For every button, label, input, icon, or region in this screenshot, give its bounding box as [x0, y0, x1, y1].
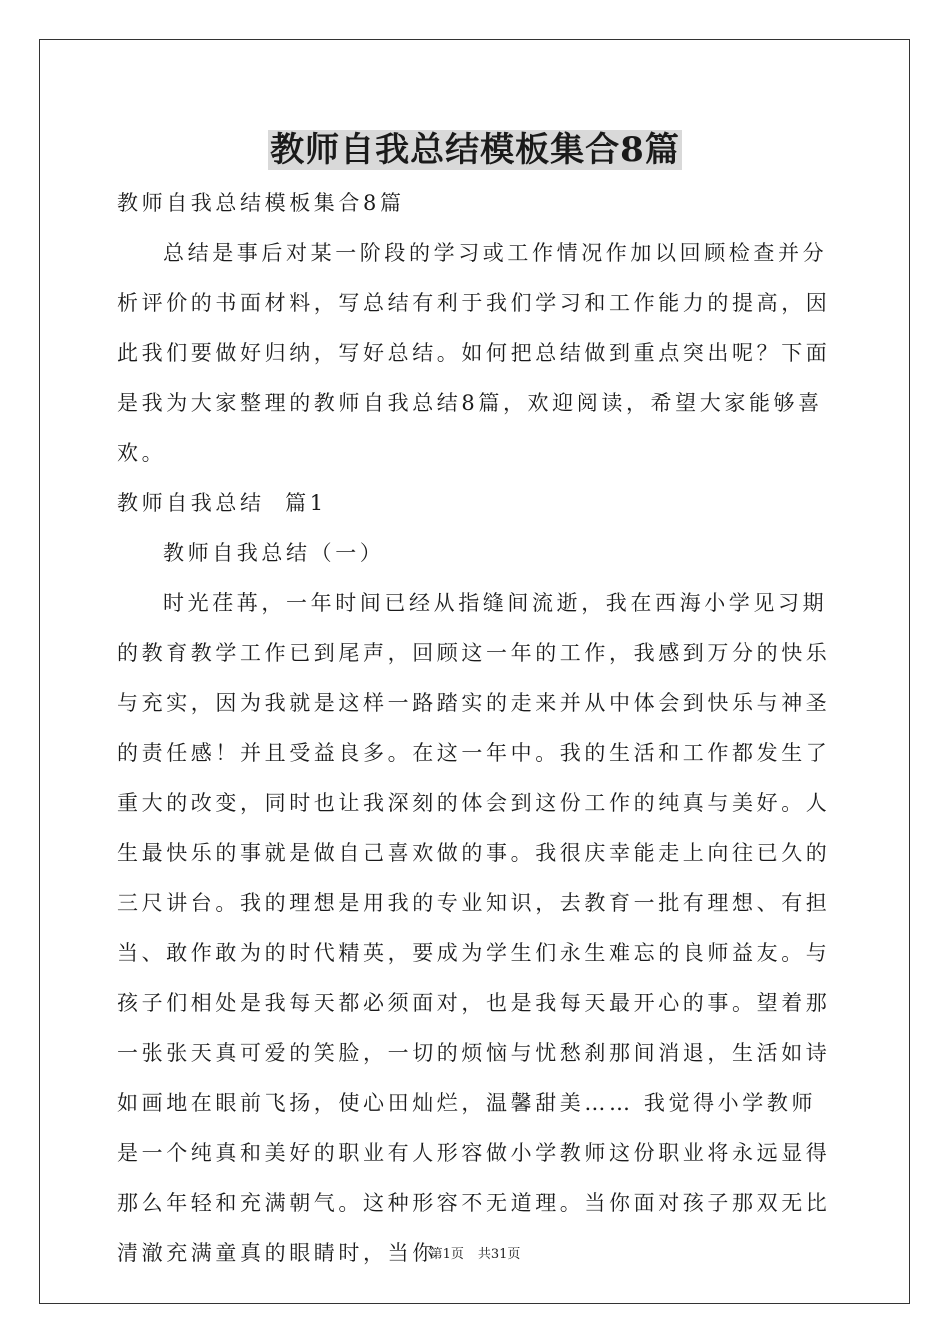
document-title [0, 130, 950, 170]
document-body [117, 178, 837, 1278]
page-total: 共31页 [477, 1247, 521, 1262]
page-number: 第1页 [429, 1247, 464, 1262]
subtitle: 教师自我总结模板集合8篇 [117, 191, 405, 215]
intro-paragraph: 总结是事后对某一阶段的学习或工作情况作加以回顾检查并分析评价的书面材料，写总结有利于我们学习和工作能力的提高，因此我们要做好归纳，写好总结。如何把总结做到重点突出呢？下面是我为大家整理的教师自我总结8篇，欢迎阅读，希望大家能够喜欢。 [117, 241, 831, 465]
page-footer [0, 1246, 950, 1264]
body-paragraph: 时光荏苒，一年时间已经从指缝间流逝，我在西海小学见习期的教育教学工作已到尾声，回顾这一年的工作，我感到万分的快乐与充实，因为我就是这样一路踏实的走来并从中体会到快乐与神圣的责任感！并且受益良多。在这一年中。我的生活和工作都发生了重大的改变，同时也让我深刻的体会到这份工作的纯真与美好。人生最快乐的事就是做自己喜欢做的事。我很庆幸能走上向往已久的三尺讲台。我的理想是用我的专业知识，去教育一批有理想、有担当、敢作敢为的时代精英，要成为学生们永生难忘的良师益友。与孩子们相处是我每天都必须面对，也是我每天最开心的事。望着那一张张天真可爱的笑脸，一切的烦恼与忧愁刹那间消退，生活如诗如画地在眼前飞扬，使心田灿烂，温馨甜美…… 我觉得小学教师是一个纯真和美好的职业有人形容做小学教师这份职业将永远显得那么年轻和充满朝气。这种形容不无道理。当你面对孩子那双无比清澈充满童真的眼睛时，当你 [117, 591, 831, 1265]
sub-heading: 教师自我总结（一） [163, 541, 385, 565]
section-heading: 教师自我总结 篇1 [117, 491, 327, 515]
title-text: 教师自我总结模板集合8篇 [270, 130, 680, 170]
